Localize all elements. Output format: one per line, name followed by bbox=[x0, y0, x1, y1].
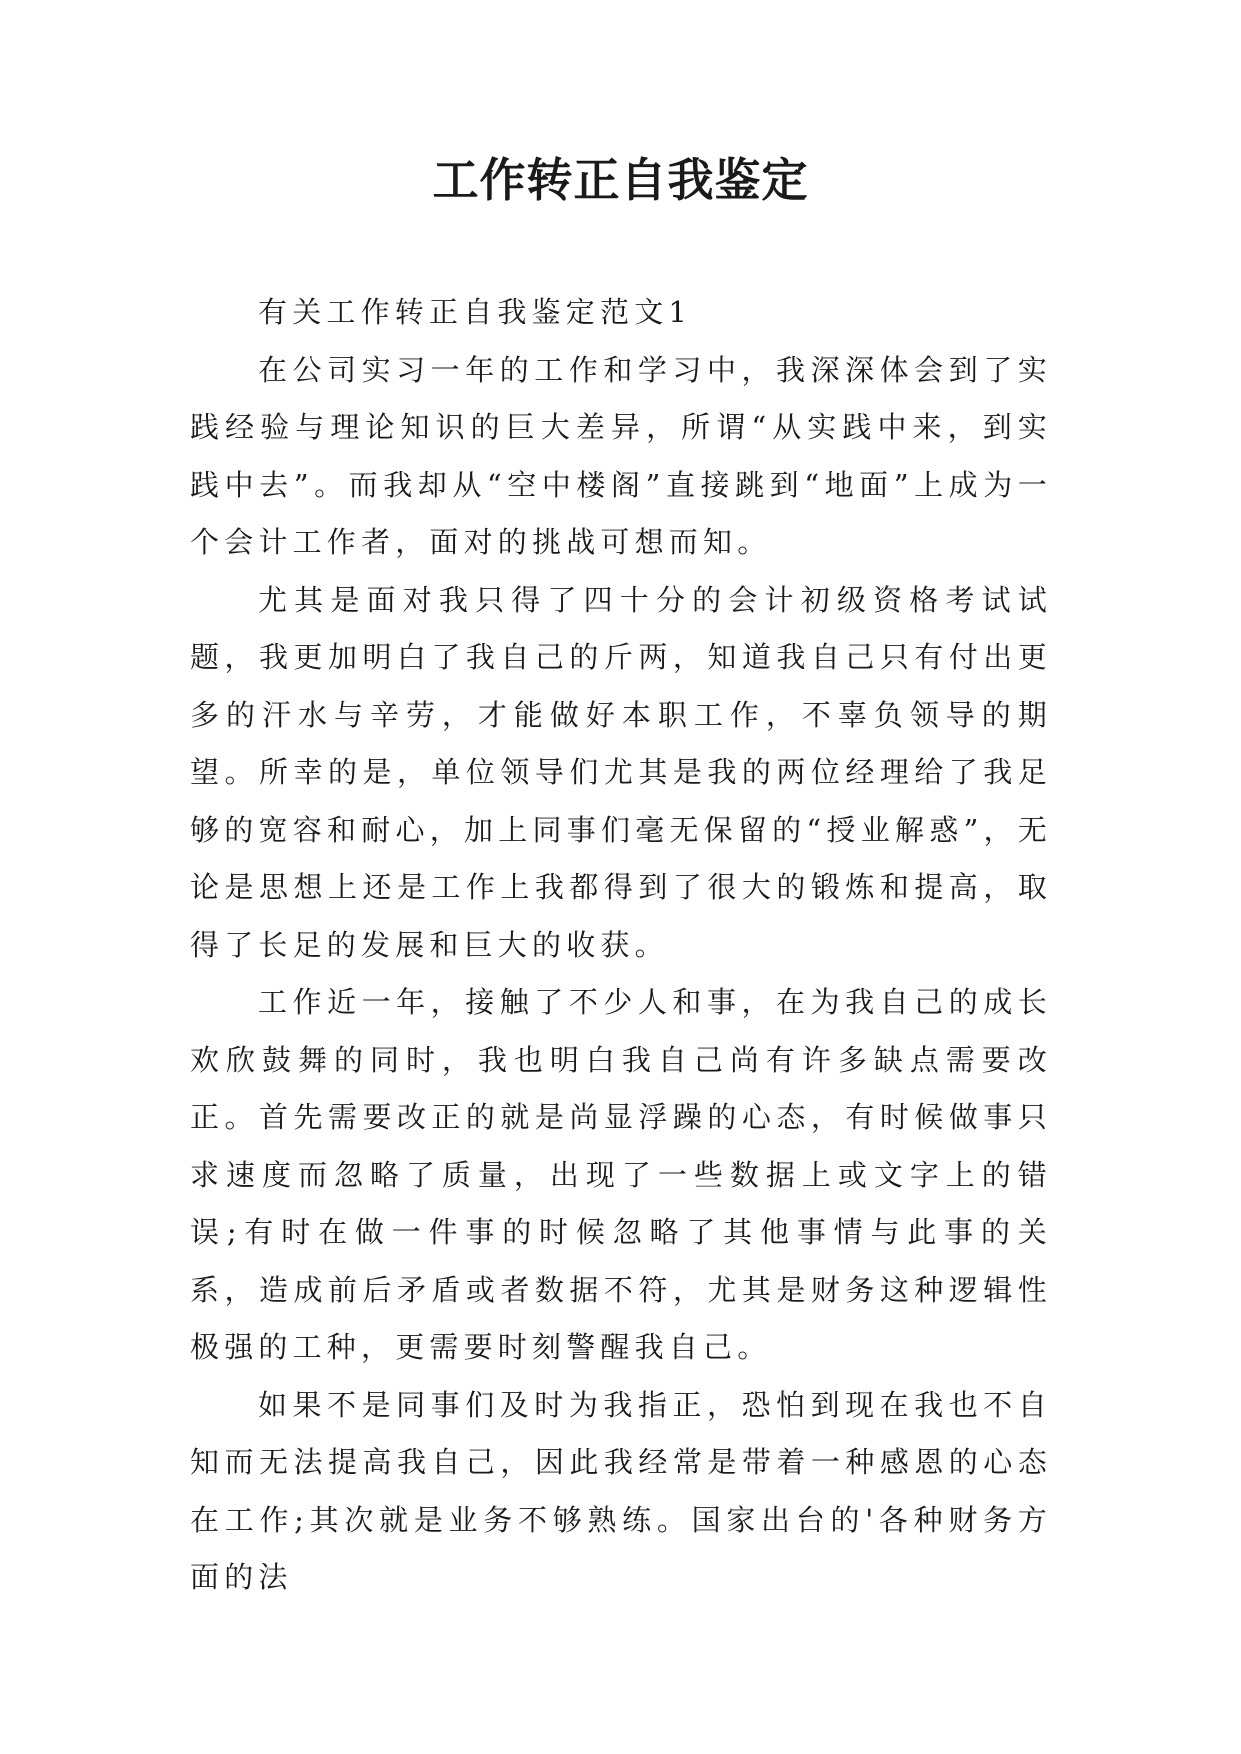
document-body bbox=[190, 284, 1052, 1607]
paragraph: 在公司实习一年的工作和学习中，我深深体会到了实践经验与理论知识的巨大差异，所谓“从实践中来，到实践中去”。而我却从“空中楼阁”直接跳到“地面”上成为一个会计工作者，面对的挑战可想而知。 bbox=[190, 352, 1052, 559]
paragraph: 如果不是同事们及时为我指正，恐怕到现在我也不自知而无法提高我自己，因此我经常是带着一种感恩的心态在工作;其次就是业务不够熟练。国家出台的'各种财务方面的法 bbox=[190, 1387, 1052, 1594]
document-title: 工作转正自我鉴定 bbox=[432, 153, 809, 207]
paragraph-heading: 有关工作转正自我鉴定范文1 bbox=[258, 295, 693, 329]
paragraph: 工作近一年，接触了不少人和事，在为我自己的成长欢欣鼓舞的同时，我也明白我自己尚有许多缺点需要改正。首先需要改正的就是尚显浮躁的心态，有时候做事只求速度而忽略了质量，出现了一些数据上或文字上的错误;有时在做一件事的时候忽略了其他事情与此事的关系，造成前后矛盾或者数据不符，尤其是财务这种逻辑性极强的工种，更需要时刻警醒我自己。 bbox=[190, 985, 1052, 1364]
paragraph: 尤其是面对我只得了四十分的会计初级资格考试试题，我更加明白了我自己的斤两，知道我自己只有付出更多的汗水与辛劳，才能做好本职工作，不辜负领导的期望。所幸的是，单位领导们尤其是我的两位经理给了我足够的宽容和耐心，加上同事们毫无保留的“授业解惑”，无论是思想上还是工作上我都得到了很大的锻炼和提高，取得了长足的发展和巨大的收获。 bbox=[190, 582, 1052, 962]
